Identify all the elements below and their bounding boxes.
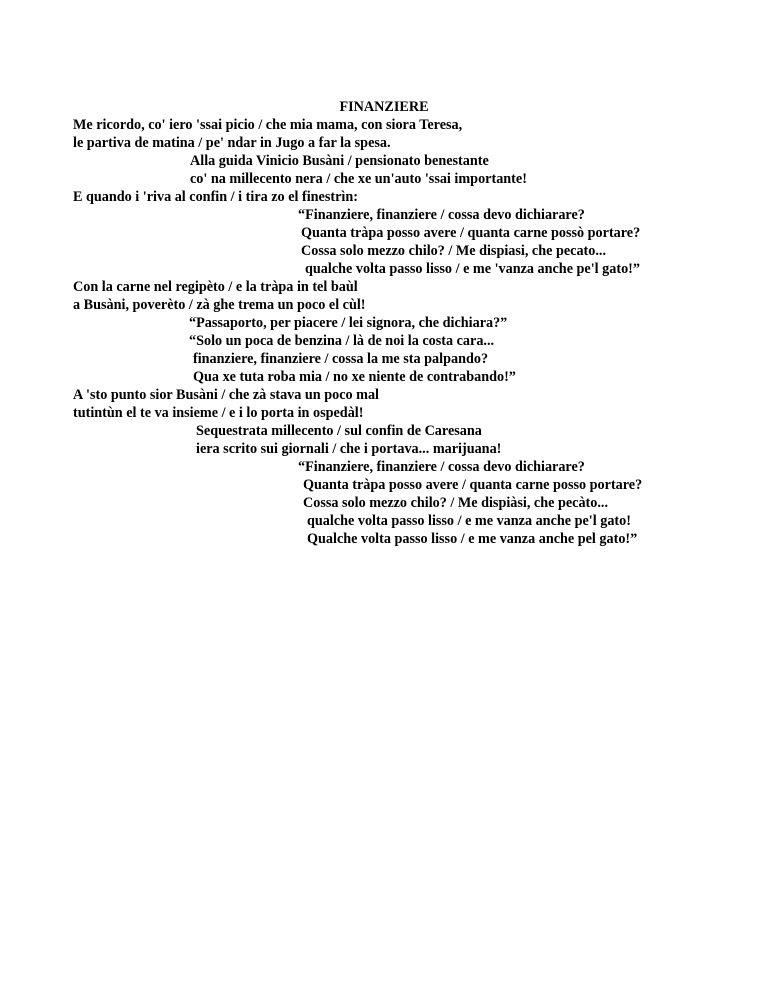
poem-line: Alla guida Vinicio Busàni / pensionato benestante <box>190 153 489 169</box>
poem-title: FINANZIERE <box>339 99 429 115</box>
poem-line: Sequestrata millecento / sul confin de Caresana <box>196 423 482 439</box>
poem-line: Qualche volta passo lisso / e me vanza anche pel gato!” <box>307 531 638 547</box>
poem-line: co' na millecento nera / che xe un'auto 'ssai importante! <box>190 171 527 187</box>
poem-line: Cossa solo mezzo chilo? / Me dispiasi, che pecato... <box>301 243 607 259</box>
poem-line: iera scrito sui giornali / che i portava... marijuana! <box>196 441 502 457</box>
poem-line: finanziere, finanziere / cossa la me sta palpando? <box>193 351 489 367</box>
poem-line: “Solo un poca de benzina / là de noi la costa cara... <box>189 333 495 349</box>
poem-line: qualche volta passo lisso / e me vanza anche pe'l gato! <box>307 513 631 529</box>
poem-line: “Passaporto, per piacere / lei signora, che dichiara?” <box>189 315 508 331</box>
poem-line: “Finanziere, finanziere / cossa devo dichiarare? <box>298 459 585 475</box>
poem-line: E quando i 'riva al confin / i tira zo el finestrìn: <box>73 189 358 205</box>
poem-line: Cossa solo mezzo chilo? / Me dispiàsi, che pecàto... <box>303 495 609 511</box>
poem-line: le partiva de matina / pe' ndar in Jugo a far la spesa. <box>73 135 391 151</box>
poem-line: “Finanziere, finanziere / cossa devo dichiarare? <box>298 207 585 223</box>
poem-line: Con la carne nel regipèto / e la tràpa in tel baùl <box>73 279 358 295</box>
poem-line: a Busàni, poverèto / zà ghe trema un poco el cùl! <box>73 297 366 313</box>
poem-line: Quanta tràpa posso avere / quanta carne possò portare? <box>301 225 641 241</box>
poem-line: Me ricordo, co' iero 'ssai picio / che mia mama, con siora Teresa, <box>73 117 463 133</box>
poem-line: Qua xe tuta roba mia / no xe niente de contrabando!” <box>193 369 516 385</box>
poem-line: Quanta tràpa posso avere / quanta carne posso portare? <box>303 477 643 493</box>
poem-line: qualche volta passo lisso / e me 'vanza anche pe'l gato!” <box>305 261 640 277</box>
poem-line: A 'sto punto sior Busàni / che zà stava un poco mal <box>73 387 380 403</box>
poem-line: tutintùn el te va insieme / e i lo porta in ospedàl! <box>73 405 364 421</box>
